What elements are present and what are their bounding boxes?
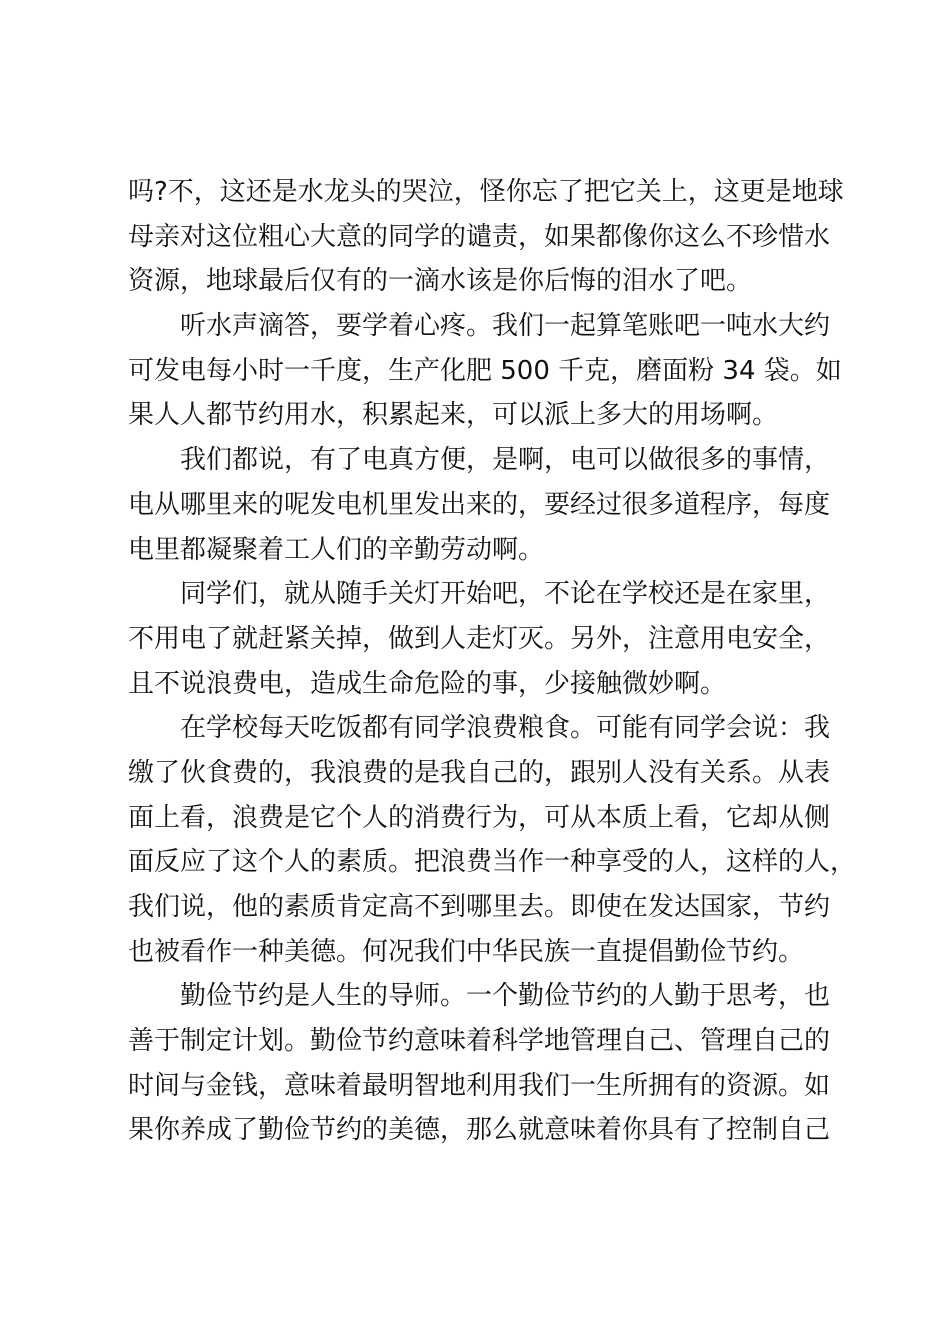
text-line: 母亲对这位粗心大意的同学的谴责，如果都像你这么不珍惜水 <box>128 221 831 252</box>
text-line: 听水声滴答，要学着心疼。我们一起算笔账吧一吨水大约 <box>180 311 831 342</box>
text-line: 勤俭节约是人生的导师。一个勤俭节约的人勤于思考，也 <box>180 981 831 1012</box>
paragraph <box>128 170 844 304</box>
text-line: 在学校每天吃饭都有同学浪费粮食。可能有同学会说：我 <box>180 713 831 744</box>
text-line: 可发电每小时一千度，生产化肥 500 千克，磨面粉 34 袋。如 <box>128 355 842 386</box>
paragraph <box>128 706 857 974</box>
text-line: 电从哪里来的呢发电机里发出来的，要经过很多道程序，每度 <box>128 489 831 520</box>
document-body <box>128 170 857 1153</box>
paragraph <box>128 572 838 706</box>
text-line: 资源，地球最后仅有的一滴水该是你后悔的泪水了吧。 <box>128 266 753 297</box>
text-line: 我们说，他的素质肯定高不到哪里去。即使在发达国家，节约 <box>128 892 831 922</box>
text-line: 同学们，就从随手关灯开始吧，不论在学校还是在家里， <box>180 579 831 610</box>
text-line: 吗?不，这还是水龙头的哭泣，怪你忘了把它关上，这更是地球 <box>128 177 844 207</box>
text-line: 我们都说，有了电真方便，是啊，电可以做很多的事情， <box>180 445 831 476</box>
text-line: 果人人都节约用水，积累起来，可以派上多大的用场啊。 <box>128 400 779 431</box>
text-line: 面上看，浪费是它个人的消费行为，可从本质上看，它却从侧 <box>128 802 831 833</box>
text-line: 善于制定计划。勤俭节约意味着科学地管理自己、管理自己的 <box>128 1026 831 1057</box>
text-line: 缴了伙食费的，我浪费的是我自己的，跟别人没有关系。从表 <box>128 757 831 788</box>
text-line: 时间与金钱，意味着最明智地利用我们一生所拥有的资源。如 <box>128 1070 831 1101</box>
paragraph <box>128 438 838 572</box>
text-line: 电里都凝聚着工人们的辛勤劳动啊。 <box>128 534 545 565</box>
text-line: 果你养成了勤俭节约的美德，那么就意味着你具有了控制自己 <box>128 1115 831 1146</box>
paragraph <box>128 304 842 438</box>
text-line: 且不说浪费电，造成生命危险的事，少接触微妙啊。 <box>128 668 727 699</box>
text-line: 不用电了就赶紧关掉，做到人走灯灭。另外，注意用电安全， <box>128 623 831 654</box>
text-line: 也被看作一种美德。何况我们中华民族一直提倡勤俭节约。 <box>128 936 805 967</box>
paragraph <box>128 974 838 1153</box>
text-line: 面反应了这个人的素质。把浪费当作一种享受的人，这样的人， <box>128 847 857 878</box>
